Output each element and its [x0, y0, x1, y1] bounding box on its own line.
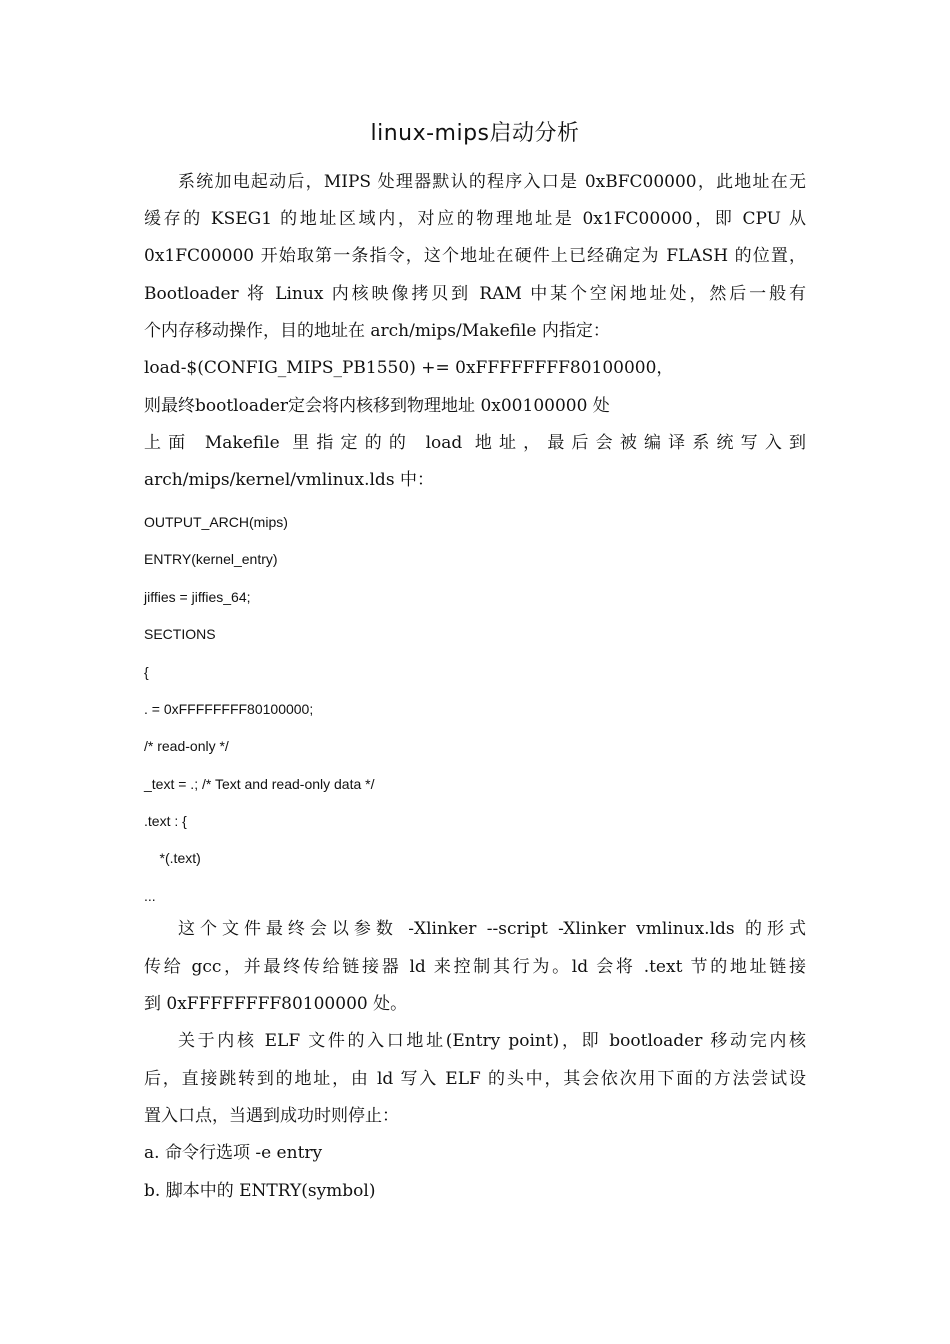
paragraph-line: 系统加电起动后，MIPS 处理器默认的程序入口是 0xBFC00000，此地址在无: [178, 172, 806, 192]
code-line: ...: [144, 888, 156, 904]
code-line: OUTPUT_ARCH(mips): [144, 514, 288, 530]
code-line: {: [144, 664, 149, 680]
code-line: ENTRY(kernel_entry): [144, 551, 278, 567]
paragraph-line: 关于内核 ELF 文件的入口地址(Entry point)，即 bootloader 移动完内核: [178, 1031, 806, 1051]
paragraph-line: Bootloader 将 Linux 内核映像拷贝到 RAM 中某个空闲地址处，然后一般有: [144, 284, 806, 304]
document-title: linux-mips启动分析: [370, 121, 580, 146]
code-line: _text = .; /* Text and read-only data */: [144, 776, 375, 792]
paragraph-line: 个内存移动操作，目的地址在 arch/mips/Makefile 内指定：: [144, 321, 610, 341]
code-line: jiffies = jiffies_64;: [144, 589, 251, 605]
paragraph-line: 到 0xFFFFFFFF80100000 处。: [144, 994, 408, 1014]
list-item: b. 脚本中的 ENTRY(symbol): [144, 1181, 376, 1201]
paragraph-line: 上面 Makefile 里指定的的 load 地址，最后会被编译系统写入到: [144, 433, 806, 453]
code-line: *(.text): [144, 850, 201, 866]
paragraph-line: arch/mips/kernel/vmlinux.lds 中：: [144, 470, 434, 490]
paragraph-line: 缓存的 KSEG1 的地址区域内，对应的物理地址是 0x1FC00000，即 CPU 从: [144, 209, 806, 229]
code-line: . = 0xFFFFFFFF80100000;: [144, 701, 314, 717]
paragraph-line: 则最终bootloader定会将内核移到物理地址 0x00100000 处: [144, 396, 610, 416]
paragraph-line: 这个文件最终会以参数 -Xlinker --script -Xlinker vmlinux.lds 的形式: [178, 919, 806, 939]
code-line: .text : {: [144, 813, 187, 829]
paragraph-line: 后，直接跳转到的地址，由 ld 写入 ELF 的头中，其会依次用下面的方法尝试设: [144, 1069, 806, 1089]
paragraph-line: load-$(CONFIG_MIPS_PB1550) += 0xFFFFFFFF80100000，: [144, 358, 674, 378]
code-line: SECTIONS: [144, 626, 216, 642]
paragraph-line: 0x1FC00000 开始取第一条指令，这个地址在硬件上已经确定为 FLASH 的位置，: [144, 246, 806, 266]
paragraph-line: 传给 gcc，并最终传给链接器 ld 来控制其行为。ld 会将 .text 节的地址链接: [144, 957, 806, 977]
paragraph-line: 置入口点，当遇到成功时则停止：: [144, 1106, 399, 1126]
code-line: /* read-only */: [144, 738, 229, 754]
list-item: a. 命令行选项 -e entry: [144, 1143, 323, 1163]
